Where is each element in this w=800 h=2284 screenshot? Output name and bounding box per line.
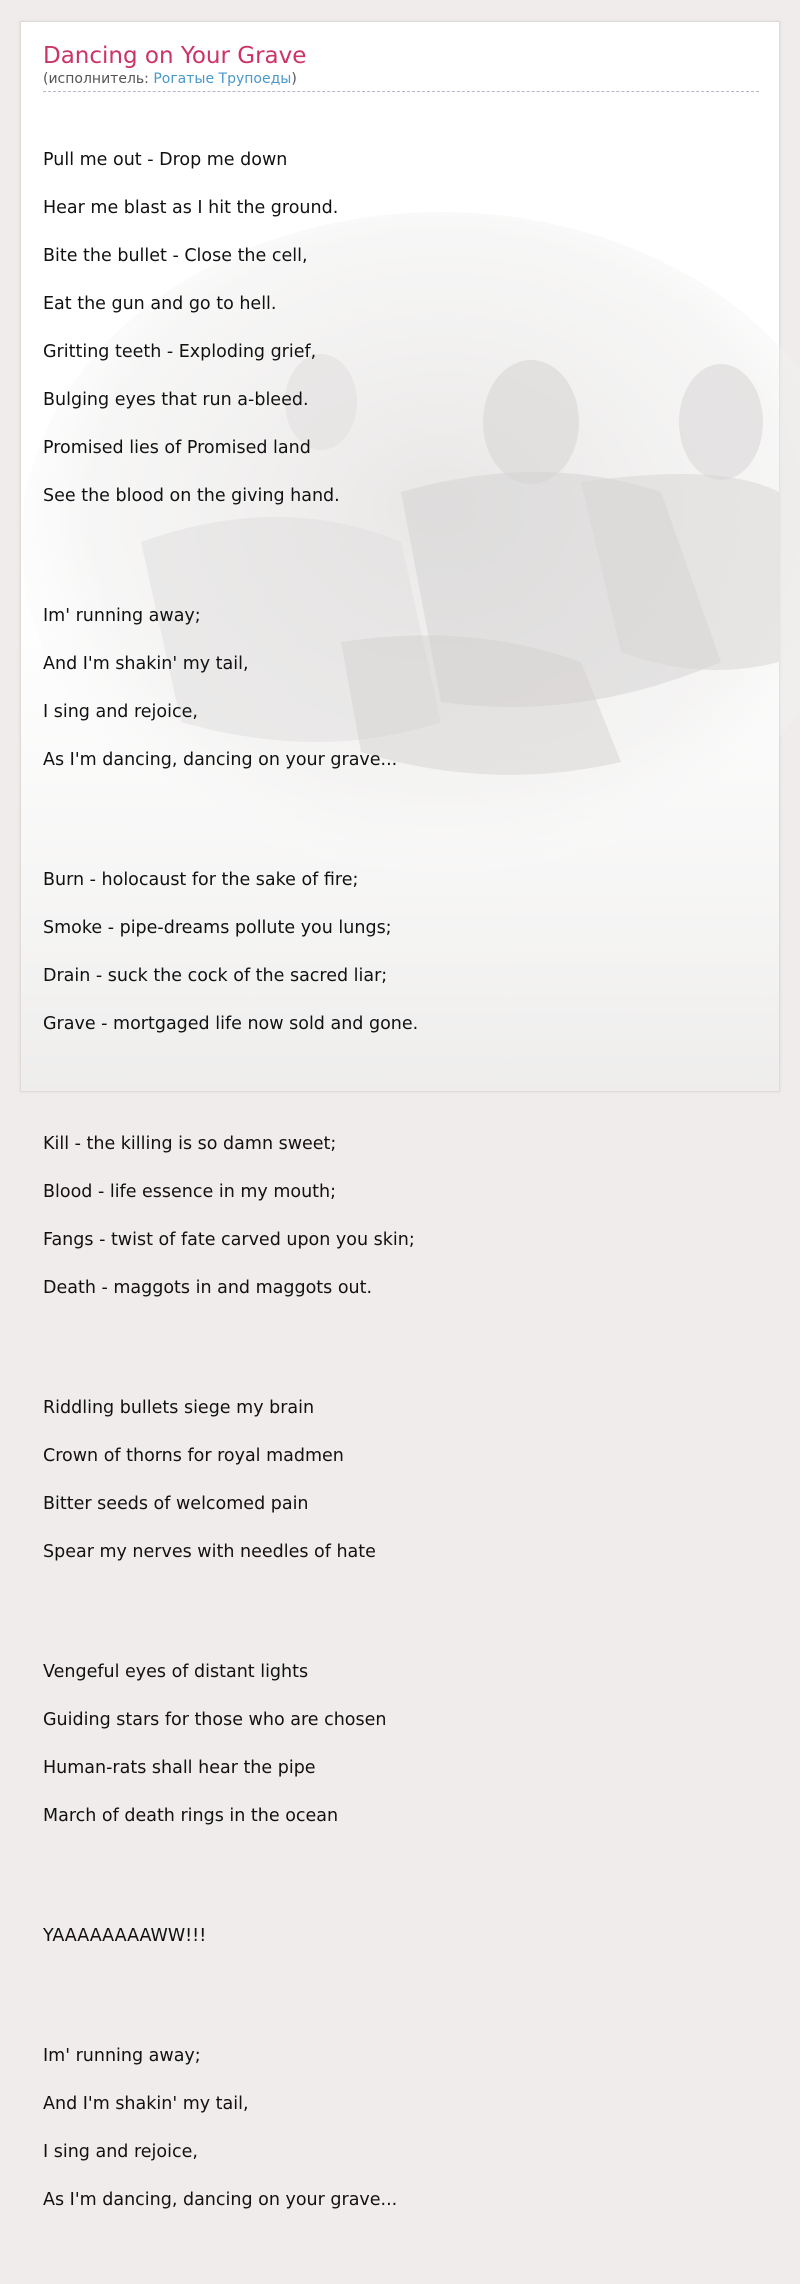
lyric-line: Eat the gun and go to hell. (43, 294, 277, 314)
stanza-6 (43, 1636, 759, 1852)
artist-link[interactable]: Рогатые Трупоеды (153, 71, 292, 87)
lyric-line: Im' running away; (43, 2046, 201, 2066)
lyric-line: Blood - life essence in my mouth; (43, 1182, 337, 1202)
stanza-4 (43, 1108, 759, 1324)
lyric-line: Drain - suck the cock of the sacred liar; (43, 966, 388, 986)
lyric-line: Vengeful eyes of distant lights (43, 1662, 309, 1682)
lyric-line: Human-rats shall hear the pipe (43, 1758, 316, 1778)
lyric-line: And I'm shakin' my tail, (43, 654, 249, 674)
stanza-3 (43, 844, 759, 1060)
lyric-line: Smoke - pipe-dreams pollute you lungs; (43, 918, 392, 938)
lyric-line: Death - maggots in and maggots out. (43, 1278, 373, 1298)
lyric-line: Hear me blast as I hit the ground. (43, 198, 339, 218)
lyric-line: Grave - mortgaged life now sold and gone. (43, 1014, 419, 1034)
lyric-line: Bulging eyes that run a-bleed. (43, 390, 309, 410)
lyric-line: Pull me out - Drop me down (43, 150, 288, 170)
lyric-line: Crown of thorns for royal madmen (43, 1446, 344, 1466)
lyric-line: Kill - the killing is so damn sweet; (43, 1134, 337, 1154)
artist-suffix: ) (291, 71, 297, 87)
lyric-line: See the blood on the giving hand. (43, 486, 340, 506)
artist-line (43, 70, 759, 92)
stanza-1 (43, 124, 759, 532)
lyric-line: And I'm shakin' my tail, (43, 2094, 249, 2114)
lyric-line: Riddling bullets siege my brain (43, 1398, 315, 1418)
lyric-line: Promised lies of Promised land (43, 438, 311, 458)
lyric-line: Burn - holocaust for the sake of fire; (43, 870, 359, 890)
lyrics-card (20, 21, 780, 2210)
song-title: Dancing on Your Grave (43, 43, 307, 69)
stanza-2 (43, 580, 759, 796)
lyric-line: I sing and rejoice, (43, 702, 198, 722)
lyrics-text (43, 100, 759, 2284)
lyric-line: March of death rings in the ocean (43, 1806, 339, 1826)
lyric-line: Bitter seeds of welcomed pain (43, 1494, 309, 1514)
lyric-line: Im' running away; (43, 606, 201, 626)
lyric-line: Gritting teeth - Exploding grief, (43, 342, 317, 362)
stanza-5 (43, 1372, 759, 1588)
lyric-line: Spear my nerves with needles of hate (43, 1542, 376, 1562)
lyric-line: As I'm dancing, dancing on your grave... (43, 750, 398, 770)
lyric-line: Fangs - twist of fate carved upon you skin; (43, 1230, 415, 1250)
lyric-line: YAAAAAAAAWW!!! (43, 1926, 207, 1946)
stanza-8 (43, 2020, 759, 2236)
lyric-line: I sing and rejoice, (43, 2142, 198, 2162)
lyrics-content (43, 42, 759, 2284)
stanza-7 (43, 1900, 759, 1972)
lyric-line: Bite the bullet - Close the cell, (43, 246, 308, 266)
artist-prefix: (исполнитель: (43, 71, 154, 87)
lyric-line: Guiding stars for those who are chosen (43, 1710, 387, 1730)
lyric-line: As I'm dancing, dancing on your grave... (43, 2190, 398, 2210)
